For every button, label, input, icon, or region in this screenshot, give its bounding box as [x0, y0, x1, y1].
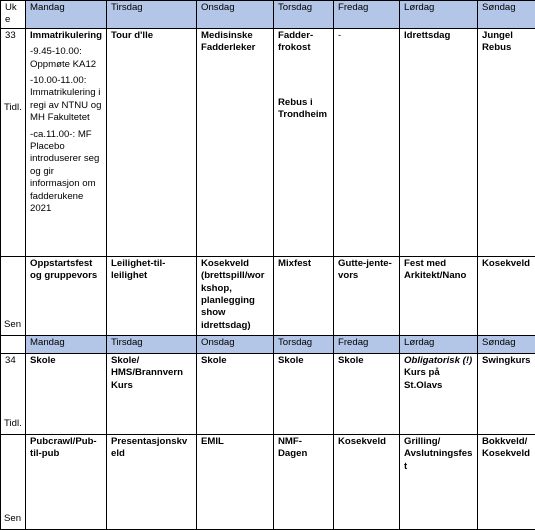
header-tirsdag: Tirsdag	[107, 335, 197, 353]
week34-sen-torsdag: NMF-Dagen	[274, 434, 334, 529]
week33-uke-cell	[1, 28, 26, 256]
week33-tidl-lordag: Idrettsdag	[400, 28, 478, 256]
header-row-week34	[1, 335, 535, 353]
week34-tidl-lordag	[400, 353, 478, 434]
cell-item: -10.00-11.00: Immatrikulering i regi av NTNU og MH Fakultetet	[30, 75, 102, 124]
tidl-label: Tidl.	[4, 418, 22, 430]
header-sondag: Søndag	[478, 1, 535, 29]
week34-sen-fredag: Kosekveld	[334, 434, 400, 529]
week33-sen-mandag: Oppstartsfest og gruppevors	[26, 256, 107, 335]
week33-tidl-row	[1, 28, 535, 256]
week-number: 33	[5, 29, 16, 41]
cell-item: Rebus i Trondheim	[278, 96, 328, 121]
header-onsdag: Onsdag	[197, 1, 274, 29]
week33-sen-tirsdag: Leilighet-til-leilighet	[107, 256, 197, 335]
week34-uke-cell	[1, 353, 26, 434]
header-onsdag: Onsdag	[197, 335, 274, 353]
header-torsdag: Torsdag	[274, 1, 334, 29]
week34-tidl-tirsdag: Skole/ HMS/Brannvern Kurs	[107, 353, 197, 434]
week34-sen-lordag: Grilling/ Avslutningsfest	[400, 434, 478, 529]
header-uke-blank	[1, 335, 26, 353]
header-lordag: Lørdag	[400, 335, 478, 353]
sen-label: Sen	[4, 319, 22, 331]
week34-tidl-row	[1, 353, 535, 434]
header-tirsdag: Tirsdag	[107, 1, 197, 29]
week34-sen-mandag: Pubcrawl/Pub-til-pub	[26, 434, 107, 529]
obligatory-note: Obligatorisk (!)	[404, 354, 473, 366]
week33-tidl-tirsdag: Tour d'lle	[107, 28, 197, 256]
week34-sen-sondag: Bokkveld/ Kosekveld	[478, 434, 535, 529]
header-sondag: Søndag	[478, 335, 535, 353]
cell-item: Fadder-frokost	[278, 29, 314, 54]
week33-sen-torsdag: Mixfest	[274, 256, 334, 335]
week34-tidl-mandag: Skole	[26, 353, 107, 434]
week33-sen-onsdag: Kosekveld (brettspill/workshop, planlegging show idrettsdag)	[197, 256, 274, 335]
week33-tidl-fredag: -	[334, 28, 400, 256]
week33-sen-lordag: Fest med Arkitekt/Nano	[400, 256, 478, 335]
week33-tidl-onsdag: Medisinske Fadderleker	[197, 28, 274, 256]
week34-sen-tirsdag: Presentasjonskveld	[107, 434, 197, 529]
week33-tidl-torsdag	[274, 28, 334, 256]
header-mandag: Mandag	[26, 335, 107, 353]
week34-tidl-onsdag: Skole	[197, 353, 274, 434]
week33-tidl-mandag	[26, 28, 107, 256]
cell-item: Kurs på St.Olavs	[404, 367, 443, 391]
week34-sen-uke-cell	[1, 434, 26, 529]
header-fredag: Fredag	[334, 1, 400, 29]
week34-sen-onsdag: EMIL	[197, 434, 274, 529]
week33-sen-row	[1, 256, 535, 335]
week34-sen-row	[1, 434, 535, 529]
header-row-week33	[1, 1, 535, 29]
week33-sen-fredag: Gutte-jente-vors	[334, 256, 400, 335]
week-number: 34	[5, 354, 16, 366]
header-fredag: Fredag	[334, 335, 400, 353]
week33-sen-uke-cell	[1, 256, 26, 335]
week33-sen-sondag: Kosekveld	[478, 256, 535, 335]
tidl-label: Tidl.	[4, 101, 22, 113]
cell-item: -9.45-10.00: Oppmøte KA12	[30, 46, 97, 70]
cell-title: Immatrikulering	[30, 29, 102, 41]
week34-tidl-sondag: Swingkurs	[478, 353, 535, 434]
header-uke: Uke	[1, 1, 26, 29]
header-mandag: Mandag	[26, 1, 107, 29]
header-lordag: Lørdag	[400, 1, 478, 29]
cell-item: -ca.11.00-: MF Placebo introduserer seg og gir informasjon om fadderukene 2021	[30, 128, 100, 215]
header-torsdag: Torsdag	[274, 335, 334, 353]
week33-tidl-sondag: Jungel Rebus	[478, 28, 535, 256]
week34-tidl-torsdag: Skole	[274, 353, 334, 434]
week34-tidl-fredag: Skole	[334, 353, 400, 434]
sen-label: Sen	[4, 513, 22, 525]
